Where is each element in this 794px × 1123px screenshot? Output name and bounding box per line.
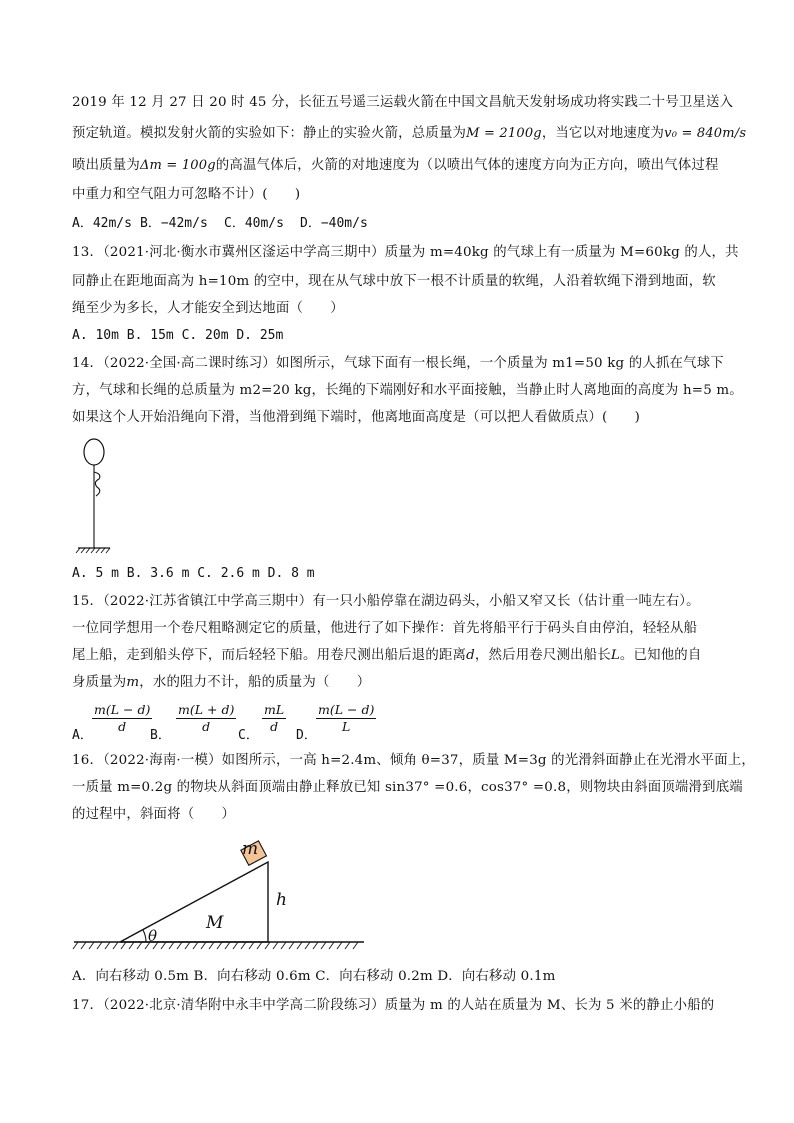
q12-option-d: D．−40m/s <box>300 216 368 231</box>
q13-line1: 13．（2021·河北·衡水市冀州区滏运中学高三期中）质量为 m=40kg 的气球上有一质量为 M=60kg 的人，共 <box>72 245 739 260</box>
q15-option-c-fraction: $\frac{mL}{d}$ <box>264 702 285 734</box>
q17-line1: 17．（2022·北京·清华附中永丰中学高二阶段练习）质量为 m 的人站在质量为 M、长为 5 米的静止小船的 <box>72 998 715 1013</box>
q12-option-b: B．−42m/s <box>140 216 208 231</box>
q14-line2: 方，气球和长绳的总质量为 m2=20 kg，长绳的下端刚好和水平面接触，当静止时人离地面的高度为 h=5 m。 <box>72 383 743 398</box>
q15-line3-text3: 。已知他的自 <box>619 648 702 663</box>
q14-line3: 如果这个人开始沿绳向下滑，当他滑到绳下端时，他离地面高度是（可以把人看做质点）( ) <box>72 410 641 425</box>
q15-length-symbol: L <box>610 648 620 663</box>
q15-line3 <box>72 646 701 666</box>
q16-line3: 的过程中，斜面将（ ） <box>72 807 236 822</box>
q15-option-a-label: A． <box>72 728 93 743</box>
q12-line2 <box>72 124 746 144</box>
q15-option-c-label: C． <box>238 728 259 743</box>
q15-line4 <box>72 673 370 693</box>
q12-total-mass: M = 2100g <box>466 126 542 141</box>
q15-option-d-fraction: $\frac{m(L - d)}{L}$ <box>318 702 375 734</box>
q15-line4-text2: ，水的阻力不计，船的质量为（ ） <box>139 675 371 690</box>
q15-option-b-fraction: $\frac{m(L + d)}{d}$ <box>178 702 235 734</box>
q12-line3 <box>72 156 719 176</box>
q13-options: A. 10m B. 15m C. 20m D. 25m <box>72 328 284 343</box>
q15-mass-symbol: m <box>126 675 140 690</box>
q12-line2-text2: ，当它以对地速度为 <box>541 126 665 141</box>
angle-label: θ <box>148 927 158 945</box>
incline-figure <box>72 832 368 962</box>
q13-line3: 绳至少为多长，人才能安全到达地面（ ） <box>72 301 344 316</box>
block-mass-label: m <box>242 839 259 859</box>
q14-line1: 14．（2022·全国·高二课时练习）如图所示，气球下面有一根长绳，一个质量为 m1=50 kg 的人抓在气球下 <box>72 356 724 371</box>
q12-option-a: A．42m/s <box>72 216 132 231</box>
q12-line1: 2019 年 12 月 27 日 20 时 45 分，长征五号遥三运载火箭在中国文昌航天发射场成功将实践二十号卫星送入 <box>72 95 734 110</box>
incline-triangle <box>120 862 268 942</box>
q12-velocity: v₀ = 840m/s <box>664 126 747 141</box>
q15-line3-text: 尾上船，走到船头停下，而后轻轻下船。用卷尺测出船后退的距离 <box>72 648 467 663</box>
q12-line2-text: 预定轨道。模拟发射火箭的实验如下：静止的实验火箭，总质量为 <box>72 126 467 141</box>
ground-hatch <box>76 548 110 553</box>
q15-line1: 15．（2022·江苏省镇江中学高三期中）有一只小船停靠在湖边码头，小船又窄又长（估计重一吨左右）。 <box>72 594 700 609</box>
q15-line3-text2: ，然后用卷尺测出船长 <box>474 648 611 663</box>
incline-mass-label: M <box>206 913 224 933</box>
q15-option-a-fraction: $\frac{m(L - d)}{d}$ <box>94 702 151 734</box>
q16-options: A．向右移动 0.5m B．向右移动 0.6m C．向右移动 0.2m D．向右移动 0.1m <box>72 969 556 984</box>
angle-arc <box>143 930 146 942</box>
balloon-icon <box>84 439 104 465</box>
q14-options: A. 5 m B. 3.6 m C. 2.6 m D. 8 m <box>72 566 315 581</box>
q12-line3-text: 喷出质量为 <box>72 158 140 173</box>
q15-line4-text: 身质量为 <box>72 675 127 690</box>
q15-line2: 一位同学想用一个卷尺粗略测定它的质量，他进行了如下操作：首先将船平行于码头自由停泊，轻轻从船 <box>72 621 698 636</box>
q15-option-b-label: B． <box>150 728 171 743</box>
q13-line2: 同静止在距地面高为 h=10m 的空中，现在从气球中放下一根不计质量的软绳，人沿着软绳下滑到地面，软 <box>72 274 716 289</box>
q15-option-d-label: D． <box>296 728 317 743</box>
person-icon <box>94 472 100 496</box>
height-label: h <box>276 890 287 910</box>
q12-option-c: C．40m/s <box>224 216 284 231</box>
balloon-rope-figure <box>72 436 122 556</box>
q15-distance-symbol: d <box>466 648 475 663</box>
q12-line3-text2: 的高温气体后，火箭的对地速度为（以喷出气体的速度方向为正方向，喷出气体过程 <box>215 158 719 173</box>
q12-gas-mass: Δm = 100g <box>139 158 216 173</box>
q16-line2: 一质量 m=0.2g 的物块从斜面顶端由静止释放已知 sin37° =0.6，cos37° =0.8，则物块由斜面顶端滑到底端 <box>72 780 743 795</box>
q16-line1: 16．（2022·海南·一模）如图所示，一高 h=2.4m、倾角 θ=37，质量 M=3g 的光滑斜面静止在光滑水平面上， <box>72 753 756 768</box>
ground-hatch <box>73 942 358 949</box>
q12-line4: 中重力和空气阻力可忽略不计）( ) <box>72 187 301 202</box>
